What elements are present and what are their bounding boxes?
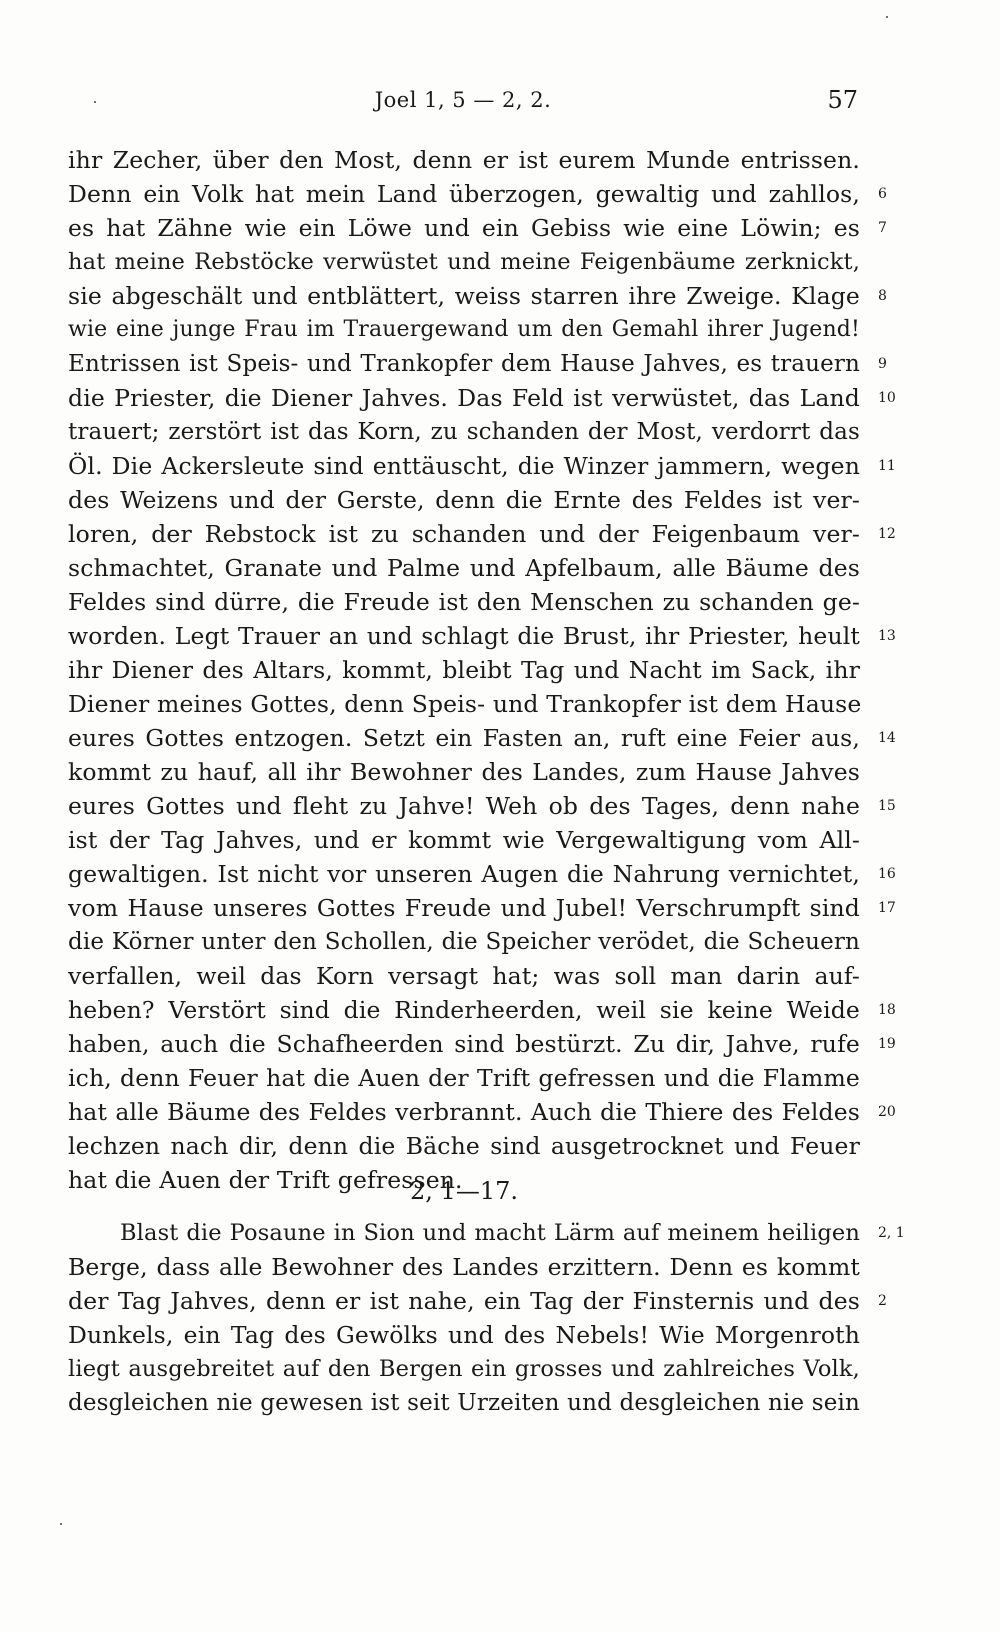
text-line: hat die Auen der Trift gefressen. <box>68 1166 463 1194</box>
text-line: heben? Verstört sind die Rinderheerden, weil sie keine Weide <box>68 996 860 1024</box>
verse-number: 18 <box>878 1002 896 1018</box>
text-line: eures Gottes und fleht zu Jahve! Weh ob des Tages, denn nahe <box>68 792 860 820</box>
text-line: Diener meines Gottes, denn Speis- und Trankopfer ist dem Hause <box>68 690 862 718</box>
verse-number: 15 <box>878 798 896 814</box>
verse-number: 6 <box>878 186 887 202</box>
text-line: der Tag Jahves, denn er ist nahe, ein Tag der Finsternis und des <box>68 1287 860 1315</box>
text-line: verfallen, weil das Korn versagt hat; was soll man darin auf- <box>68 962 860 990</box>
verse-number: 2 <box>878 1293 887 1309</box>
text-line: desgleichen nie gewesen ist seit Urzeiten und desgleichen nie sein <box>68 1390 860 1416</box>
text-line: loren, der Rebstock ist zu schanden und der Feigenbaum ver- <box>68 520 860 548</box>
text-line: Berge, dass alle Bewohner des Landes erzittern. Denn es kommt <box>68 1253 860 1281</box>
text-line: worden. Legt Trauer an und schlagt die Brust, ihr Priester, heult <box>68 622 860 650</box>
text-line: Dunkels, ein Tag des Gewölks und des Nebels! Wie Morgenroth <box>68 1321 860 1349</box>
verse-number: 16 <box>878 866 896 882</box>
text-line: ist der Tag Jahves, und er kommt wie Vergewaltigung vom All- <box>68 826 860 854</box>
text-line: liegt ausgebreitet auf den Bergen ein grosses und zahlreiches Volk, <box>68 1356 860 1382</box>
scan-speck <box>60 1523 62 1525</box>
text-line: sie abgeschält und entblättert, weiss starren ihre Zweige. Klage <box>68 282 860 310</box>
text-line: Blast die Posaune in Sion und macht Lärm auf meinem heiligen <box>120 1220 860 1246</box>
text-line: die Körner unter den Schollen, die Speicher verödet, die Scheuern <box>68 929 860 955</box>
running-head: Joel 1, 5 — 2, 2. <box>374 88 552 112</box>
text-line: des Weizens und der Gerste, denn die Ernte des Feldes ist ver- <box>68 486 860 514</box>
verse-number: 8 <box>878 288 887 304</box>
text-line: Öl. Die Ackersleute sind enttäuscht, die Winzer jammern, wegen <box>68 452 860 480</box>
page-number: 57 <box>827 86 858 114</box>
text-line: gewaltigen. Ist nicht vor unseren Augen die Nahrung vernichtet, <box>68 860 860 888</box>
section-heading: 2, 1—17. <box>410 1177 518 1205</box>
text-line: lechzen nach dir, denn die Bäche sind ausgetrocknet und Feuer <box>68 1132 860 1160</box>
verse-number: 2, 1 <box>878 1225 905 1241</box>
page-header <box>68 88 858 118</box>
verse-number: 13 <box>878 628 896 644</box>
text-line: wie eine junge Frau im Trauergewand um den Gemahl ihrer Jugend! <box>68 317 860 342</box>
text-line: hat alle Bäume des Feldes verbrannt. Auch die Thiere des Feldes <box>68 1098 860 1126</box>
verse-number: 17 <box>878 900 896 916</box>
text-line: Denn ein Volk hat mein Land überzogen, gewaltig und zahllos, <box>68 180 860 208</box>
text-line: trauert; zerstört ist das Korn, zu schanden der Most, verdorrt das <box>68 419 860 445</box>
text-line: schmachtet, Granate und Palme und Apfelbaum, alle Bäume des <box>68 554 860 582</box>
text-line: Entrissen ist Speis- und Trankopfer dem Hause Jahves, es trauern <box>68 351 860 377</box>
text-line: die Priester, die Diener Jahves. Das Feld ist verwüstet, das Land <box>68 384 860 412</box>
scan-speck <box>886 16 888 18</box>
text-line: ihr Diener des Altars, kommt, bleibt Tag und Nacht im Sack, ihr <box>68 656 860 684</box>
verse-number: 7 <box>878 220 887 236</box>
verse-number: 19 <box>878 1036 896 1052</box>
text-line: hat meine Rebstöcke verwüstet und meine Feigenbäume zerknickt, <box>68 249 860 275</box>
text-line: Feldes sind dürre, die Freude ist den Menschen zu schanden ge- <box>68 588 860 616</box>
text-line: ihr Zecher, über den Most, denn er ist eurem Munde entrissen. <box>68 146 860 174</box>
text-line: haben, auch die Schafheerden sind bestürzt. Zu dir, Jahve, rufe <box>68 1030 860 1058</box>
text-line: kommt zu hauf, all ihr Bewohner des Landes, zum Hause Jahves <box>68 758 860 786</box>
scan-speck <box>94 101 96 103</box>
verse-number: 10 <box>878 390 896 406</box>
verse-number: 12 <box>878 526 896 542</box>
verse-number: 9 <box>878 356 887 372</box>
text-line: eures Gottes entzogen. Setzt ein Fasten an, ruft eine Feier aus, <box>68 724 860 752</box>
text-line: es hat Zähne wie ein Löwe und ein Gebiss wie eine Löwin; es <box>68 214 860 242</box>
text-line: ich, denn Feuer hat die Auen der Trift gefressen und die Flamme <box>68 1064 860 1092</box>
text-line: vom Hause unseres Gottes Freude und Jubel! Verschrumpft sind <box>68 894 860 922</box>
verse-number: 20 <box>878 1104 896 1120</box>
verse-number: 11 <box>878 458 896 474</box>
verse-number: 14 <box>878 730 896 746</box>
